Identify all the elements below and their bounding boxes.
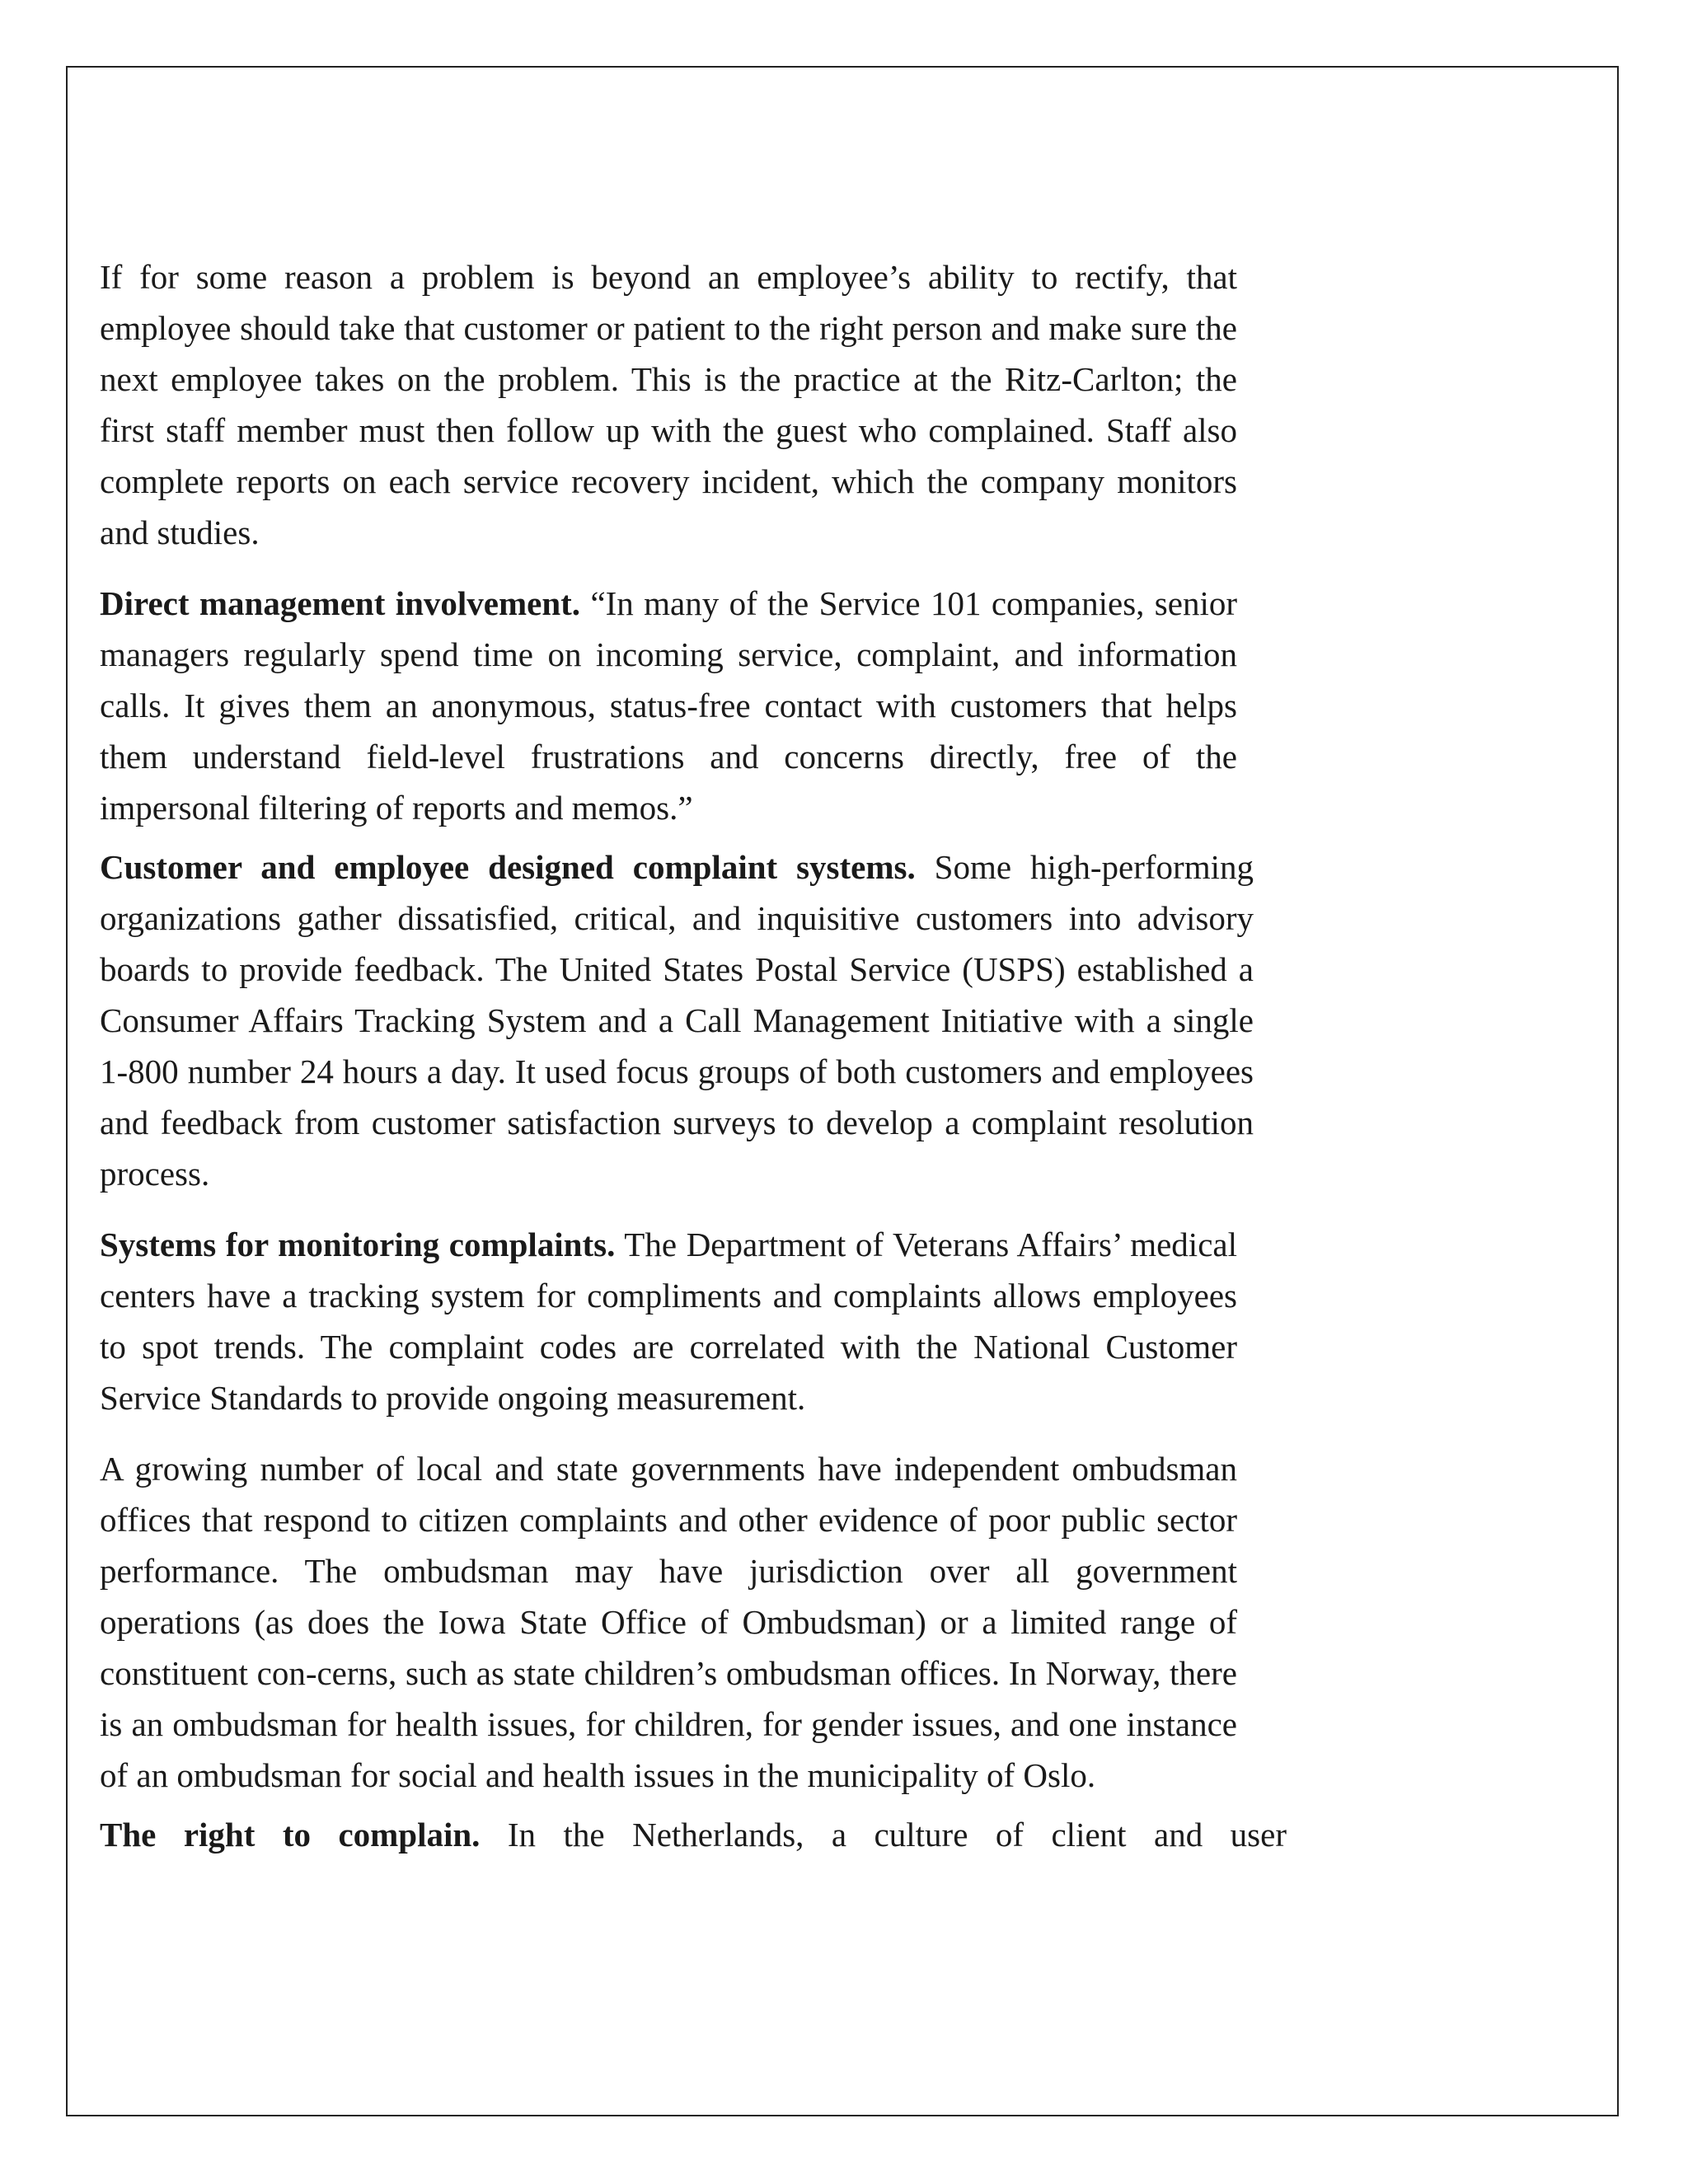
paragraph-text: A growing number of local and state governments have independent ombudsman offices that respond to citizen complaints and other evidence of poor public sector performance. The ombudsman may have jurisdiction over all government operations (as does the Iowa State Office of Ombudsman) or a limited range of constituent con-cerns, such as state children’s ombudsman offices. In Norway, there is an ombudsman for health issues, for children, for gender issues, and one instance of an ombudsman for social and health issues in the municipality of Oslo. (100, 1450, 1237, 1794)
paragraph-lead: Systems for monitoring complaints. (100, 1226, 616, 1263)
paragraph-monitoring-complaints (100, 1219, 1237, 1423)
paragraph-direct-management (100, 578, 1237, 833)
paragraph-text: In the Netherlands, a culture of client and user (480, 1816, 1287, 1854)
paragraph-right-to-complain (100, 1809, 1287, 1860)
paragraph-ombudsman (100, 1443, 1237, 1801)
paragraph-text: “In many of the Service 101 companies, senior managers regularly spend time on incoming service, complaint, and information calls. It gives them an anonymous, status-free contact with customers that helps them understand field-level frustrations and concerns directly, free of the impersonal filtering of reports and memos.” (100, 584, 1237, 827)
paragraph-ritz-carlton (100, 251, 1237, 558)
paragraph-lead: The right to complain. (100, 1816, 481, 1854)
paragraph-lead: Customer and employee designed complaint systems. (100, 848, 916, 886)
paragraph-text: The Department of Veterans Affairs’ medical centers have a tracking system for compliments and complaints allows employees to spot trends. The complaint codes are correlated with the National Customer Service Standards to provide ongoing measurement. (100, 1226, 1237, 1417)
paragraph-text: Some high-performing organizations gather dissatisfied, critical, and inquisitive customers into advisory boards to provide feedback. The United States Postal Service (USPS) established a Consumer Affairs Tracking System and a Call Management Initiative with a single 1-800 number 24 hours a day. It used focus groups of both customers and employees and feedback from customer satisfaction surveys to develop a complaint resolution process. (100, 848, 1254, 1193)
paragraph-text: If for some reason a problem is beyond an employee’s ability to rectify, that employee should take that customer or patient to the right person and make sure the next employee takes on the problem. This is the practice at the Ritz-Carlton; the first staff member must then follow up with the guest who complained. Staff also complete reports on each service recovery incident, which the company monitors and studies. (100, 258, 1237, 551)
paragraph-complaint-systems (100, 841, 1254, 1199)
document-body (100, 251, 1287, 1860)
paragraph-lead: Direct management involvement. (100, 584, 581, 622)
